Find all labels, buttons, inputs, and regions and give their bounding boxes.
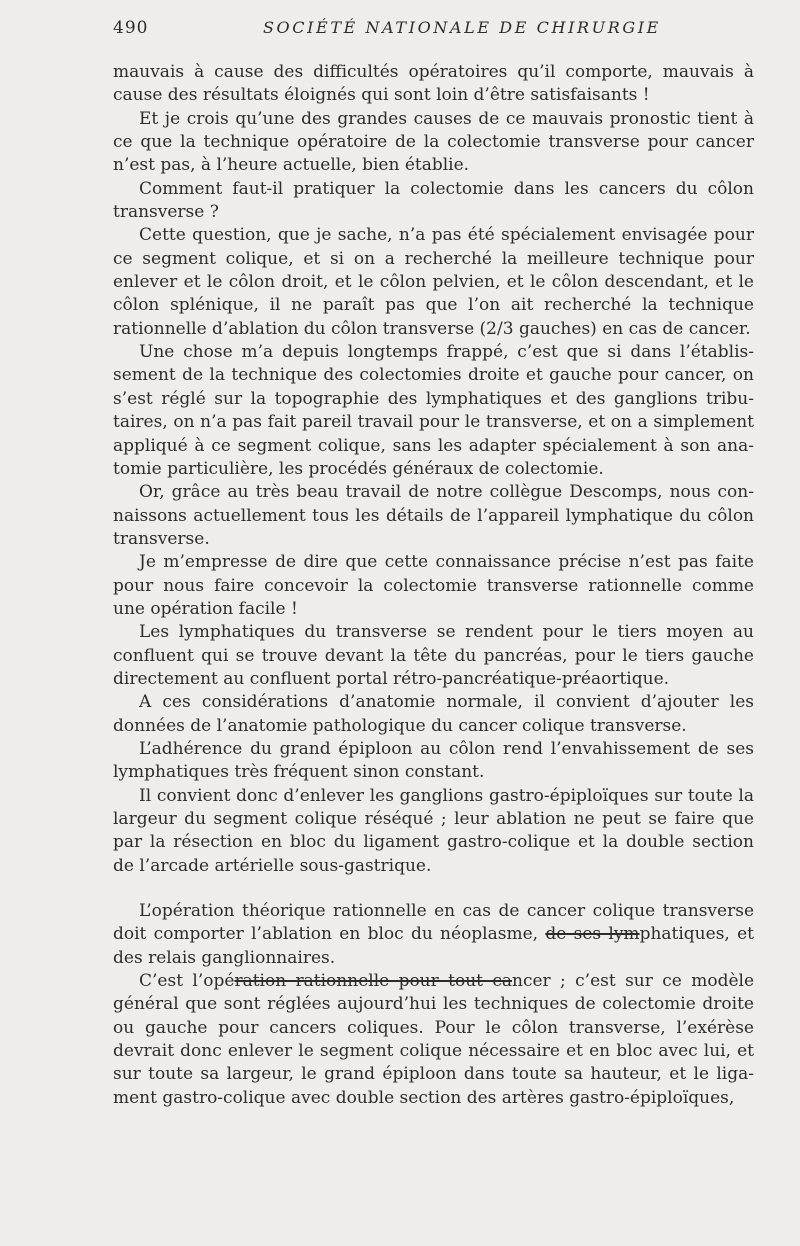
text-run: ncer ; c’est sur ce modèle général que sont réglées aujourd’hui les techniques de colectomie droite ou gauche pour cancers coliques. Pour le côlon transverse, l’exérèse devrait donc enlever le segment colique nécessaire et en bloc avec lui, et sur toute sa largeur, le grand épiploon dans toute sa hauteur, et le ligament gastro-colique avec double section des artères gastro-épiploïques, [113,971,755,1108]
paragraph: Or, grâce au très beau travail de notre collègue Descomps, nous connaissons actuellement tous les détails de l’appareil lymphatique du côlon transverse. [113,482,754,549]
struck-text: de ses lym [545,924,640,945]
paragraph: Il convient donc d’enlever les ganglions gastro-épiploïques sur toute la largeur du segment colique réséqué ; leur ablation ne peut se faire que par la résection en bloc du ligament gastro-colique et la double section de l’arcade artérielle sous-gastrique. [113,785,754,876]
text-run: C’est l’opé [139,971,235,992]
page-number: 490 [113,18,149,38]
paragraph: mauvais à cause des difficultés opératoires qu’il comporte, mauvais à cause des résultats éloignés qui sont loin d’être satisfaisants ! [113,62,754,106]
paragraph-with-strikethrough [113,970,754,1110]
paragraph-with-strikethrough [113,900,754,970]
paragraph: Les lymphatiques du transverse se rendent pour le tiers moyen au confluent qui se trouve devant la tête du pancréas, pour le tiers gauche directement au confluent portal rétro-pancréatique-préaortique. [113,622,754,689]
text-run: L’opération théorique rationnelle en cas de cancer colique transverse doit comporter l’ablation en bloc du néoplasme, [113,901,754,945]
running-head: SOCIÉTÉ NATIONALE DE CHIRURGIE [263,18,661,37]
paragraph: A ces considérations d’anatomie normale, il convient d’ajouter les données de l’anatomie pathologique du cancer colique transverse. [113,692,754,736]
page-header [113,18,753,42]
paragraph: Comment faut-il pratiquer la colectomie dans les cancers du côlon transverse ? [113,178,754,223]
paragraph: Et je crois qu’une des grandes causes de ce mauvais pronostic tient à ce que la technique opératoire de la colectomie transverse pour cancer n’est pas, à l’heure actuelle, bien établie. [113,108,754,176]
text-run: phatiques, et des relais ganglionnaires. [113,924,754,968]
paragraph: L’adhérence du grand épiploon au côlon rend l’envahissement de ses lymphatiques très fréquent sinon constant. [113,738,754,783]
body-text [113,61,754,1110]
struck-text: ration rationnelle pour tout ca [234,971,513,992]
paragraph: Je m’empresse de dire que cette connaissance précise n’est pas faite pour nous faire concevoir la colectomie transverse rationnelle comme une opération facile ! [113,552,754,619]
paragraph: Une chose m’a depuis longtemps frappé, c’est que si dans l’établissement de la technique des colectomies droite et gauche pour cancer, on s’est réglé sur la topographie des lymphatiques et des ganglions tributaires, on n’a pas fait pareil travail pour le transverse, et on a simplement appliqué à ce segment colique, sans les adapter spécialement à son anatomie particulière, les procédés généraux de colectomie. [113,342,754,479]
paragraph: Cette question, que je sache, n’a pas été spécialement envisagée pour ce segment colique, et si on a recherché la meilleure technique pour enlever et le côlon droit, et le côlon pelvien, et le côlon descendant, et le côlon splénique, il ne paraît pas que l’on ait recherché la technique rationnelle d’ablation du côlon transverse (2/3 gauches) en cas de cancer. [113,225,754,339]
